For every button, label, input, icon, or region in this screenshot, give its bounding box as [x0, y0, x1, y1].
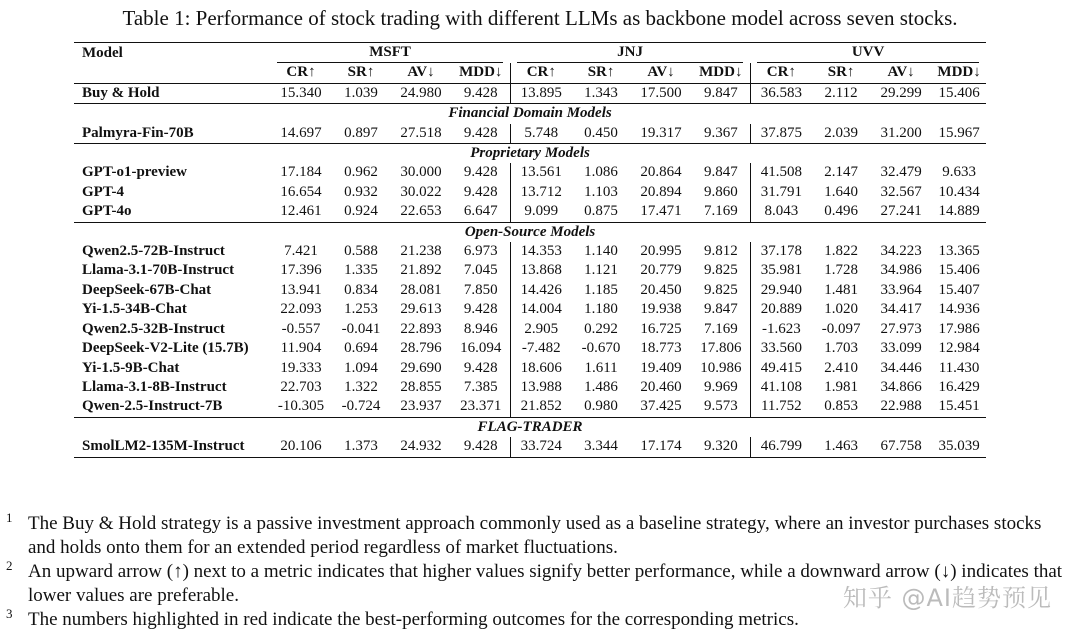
value-cell: 24.932: [390, 437, 452, 457]
value-cell: 1.140: [584, 243, 618, 260]
value-cell: 14.353: [510, 242, 572, 261]
stock-header-jnj: JNJ: [510, 43, 750, 64]
value-cell: 9.812: [703, 243, 738, 260]
value-cell: 2.410: [824, 359, 858, 376]
value-cell: 14.426: [510, 281, 572, 300]
value-cell: 15.340: [270, 83, 332, 103]
value-cell: 1.611: [584, 359, 618, 376]
value-cell: 31.200: [880, 124, 922, 141]
value-cell: 1.703: [824, 340, 858, 357]
results-table-body: [74, 83, 986, 457]
value-cell: 16.725: [640, 320, 682, 337]
value-cell: 33.724: [510, 437, 572, 457]
value-cell: 0.853: [824, 398, 858, 415]
value-cell: 9.847: [703, 301, 738, 318]
value-cell: 7.169: [703, 203, 738, 220]
empty-header-cell: [74, 63, 270, 83]
value-cell: 28.796: [400, 340, 442, 357]
metric-header: CR↑: [750, 63, 812, 83]
value-cell: 1.486: [584, 378, 618, 395]
value-cell: 22.988: [880, 398, 922, 415]
value-cell: 1.094: [344, 359, 378, 376]
table-row: [74, 300, 986, 319]
value-cell: 49.415: [750, 359, 812, 378]
value-cell: 6.973: [463, 243, 498, 260]
value-cell: 13.941: [280, 281, 322, 298]
value-cell: 7.421: [284, 243, 318, 260]
value-cell: 34.986: [880, 262, 922, 279]
value-cell: 12.984: [938, 340, 980, 357]
footnote-text: The Buy & Hold strategy is a passive investment approach commonly used as a baseline strategy, where an investor purchases stocks and holds onto them for an extended period regardless of market fluctuations.: [28, 513, 1042, 558]
metric-header: MDD↓: [459, 64, 503, 81]
value-cell: 7.850: [463, 281, 498, 298]
value-cell: 20.889: [750, 300, 812, 319]
model-name-cell: Buy & Hold: [74, 83, 270, 103]
table-row: [74, 202, 986, 222]
table-row: [74, 359, 986, 378]
watermark: 知乎 @AI趋势预见: [842, 584, 1052, 612]
value-cell: 10.986: [700, 359, 742, 376]
value-cell: 36.583: [750, 83, 812, 103]
value-cell: 29.940: [750, 281, 812, 300]
value-cell: 0.292: [584, 320, 618, 337]
value-cell: 5.748: [510, 124, 572, 144]
value-cell: 1.039: [332, 83, 390, 103]
section-header-row: [74, 417, 986, 437]
value-cell: 9.367: [703, 124, 738, 141]
value-cell: 22.893: [400, 320, 442, 337]
value-cell: 9.847: [692, 83, 750, 103]
value-cell: 1.121: [584, 262, 618, 279]
metric-header: CR↑: [510, 63, 572, 83]
value-cell: 16.429: [938, 378, 980, 395]
value-cell: 0.450: [584, 124, 618, 141]
model-name-cell: Yi-1.5-34B-Chat: [82, 301, 187, 318]
value-cell: 0.875: [584, 203, 618, 220]
value-cell: 8.043: [750, 202, 812, 222]
value-cell: 41.108: [750, 378, 812, 397]
value-cell: 1.335: [344, 262, 378, 279]
value-cell: 1.086: [584, 164, 618, 181]
value-cell: 27.518: [400, 124, 442, 141]
results-table: [74, 42, 986, 458]
value-cell: 0.694: [344, 340, 378, 357]
value-cell: 9.860: [703, 183, 738, 200]
model-column-header: Model: [74, 43, 270, 64]
value-cell: 17.396: [280, 262, 322, 279]
value-cell: 1.343: [572, 83, 630, 103]
stock-header-msft: MSFT: [270, 43, 510, 64]
value-cell: 1.728: [824, 262, 858, 279]
value-cell: 22.653: [400, 203, 442, 220]
value-cell: 28.081: [400, 281, 442, 298]
model-name-cell: Yi-1.5-9B-Chat: [82, 359, 180, 376]
value-cell: 18.606: [510, 359, 572, 378]
value-cell: 1.463: [812, 437, 870, 457]
value-cell: 0.496: [824, 203, 858, 220]
value-cell: 30.000: [400, 164, 442, 181]
value-cell: 30.022: [400, 183, 442, 200]
value-cell: 9.428: [463, 301, 498, 318]
value-cell: 31.791: [750, 183, 812, 202]
value-cell: 21.852: [510, 397, 572, 417]
stock-header-row: [74, 43, 986, 64]
value-cell: 13.895: [510, 83, 572, 103]
value-cell: 13.868: [510, 261, 572, 280]
value-cell: 6.647: [463, 203, 498, 220]
value-cell: 3.344: [572, 437, 630, 457]
value-cell: 34.446: [880, 359, 922, 376]
value-cell: 34.223: [880, 243, 922, 260]
value-cell: 0.980: [584, 398, 618, 415]
value-cell: 13.365: [938, 243, 980, 260]
value-cell: 2.039: [824, 124, 858, 141]
value-cell: 27.973: [880, 320, 922, 337]
value-cell: 15.406: [938, 262, 980, 279]
value-cell: 9.320: [692, 437, 750, 457]
table-row: [74, 83, 986, 103]
value-cell: 41.508: [750, 163, 812, 182]
value-cell: 15.407: [938, 281, 980, 298]
value-cell: -0.041: [341, 320, 381, 337]
metric-header: MDD↓: [699, 64, 743, 81]
value-cell: 15.451: [938, 398, 980, 415]
value-cell: 20.779: [640, 262, 682, 279]
value-cell: 19.333: [280, 359, 322, 376]
value-cell: -7.482: [510, 339, 572, 358]
value-cell: 22.703: [280, 378, 322, 395]
metric-header: SR↑: [587, 64, 615, 81]
value-cell: 20.864: [640, 164, 682, 181]
value-cell: 13.988: [510, 378, 572, 397]
value-cell: 12.461: [280, 203, 322, 220]
value-cell: 0.962: [344, 164, 378, 181]
model-name-cell: Qwen-2.5-Instruct-7B: [82, 398, 223, 415]
value-cell: 7.169: [703, 320, 738, 337]
value-cell: 17.806: [700, 340, 742, 357]
table-row: [74, 124, 986, 144]
value-cell: 15.406: [932, 83, 986, 103]
value-cell: 23.371: [460, 398, 502, 415]
metric-header: CR↑: [286, 64, 316, 81]
section-header-row: [74, 222, 986, 242]
footnote: [6, 512, 1066, 560]
value-cell: 32.567: [880, 183, 922, 200]
value-cell: -0.724: [341, 398, 381, 415]
table-row: [74, 339, 986, 358]
value-cell: 23.937: [400, 398, 442, 415]
table-row: [74, 163, 986, 182]
model-name-cell: GPT-4: [82, 183, 124, 200]
model-name-cell: Palmyra-Fin-70B: [82, 124, 194, 141]
value-cell: 19.317: [640, 124, 682, 141]
value-cell: 7.045: [463, 262, 498, 279]
metric-header-row: [74, 63, 986, 83]
table-row: [74, 261, 986, 280]
table-row: [74, 242, 986, 261]
model-name-cell: DeepSeek-67B-Chat: [82, 281, 212, 298]
value-cell: 0.834: [344, 281, 378, 298]
value-cell: 17.986: [938, 320, 980, 337]
value-cell: 21.238: [400, 243, 442, 260]
metric-header: AV↓: [407, 64, 435, 81]
value-cell: 1.322: [344, 378, 378, 395]
value-cell: 20.460: [640, 378, 682, 395]
section-title: Financial Domain Models: [74, 104, 986, 124]
metric-header: SR↑: [347, 64, 375, 81]
value-cell: 0.897: [344, 124, 378, 141]
value-cell: -0.670: [581, 340, 621, 357]
value-cell: 1.822: [824, 243, 858, 260]
footnote-mark: 2: [6, 558, 13, 573]
value-cell: 9.633: [942, 164, 976, 181]
metric-header: AV↓: [887, 64, 915, 81]
model-name-cell: GPT-o1-preview: [82, 164, 187, 181]
value-cell: 1.981: [824, 378, 858, 395]
value-cell: 2.905: [510, 320, 572, 339]
value-cell: 1.185: [584, 281, 618, 298]
model-name-cell: Llama-3.1-70B-Instruct: [82, 262, 235, 279]
value-cell: 16.654: [280, 183, 322, 200]
table-caption: Table 1: Performance of stock trading with different LLMs as backbone model across seven stocks.: [122, 6, 958, 30]
metric-header: SR↑: [827, 64, 855, 81]
model-name-cell: Llama-3.1-8B-Instruct: [82, 378, 227, 395]
value-cell: 11.752: [750, 397, 812, 417]
section-header-row: [74, 104, 986, 124]
value-cell: 20.450: [640, 281, 682, 298]
footnote-mark: 1: [6, 510, 13, 525]
value-cell: 9.428: [463, 124, 498, 141]
footnotes: [6, 512, 1066, 632]
value-cell: 9.573: [703, 398, 738, 415]
table-row: [74, 397, 986, 417]
value-cell: 17.184: [280, 164, 322, 181]
value-cell: 22.093: [280, 301, 322, 318]
section-title: FLAG-TRADER: [74, 417, 986, 437]
value-cell: 9.428: [463, 183, 498, 200]
value-cell: 14.697: [280, 124, 322, 141]
stock-header-uvv: UVV: [750, 43, 986, 64]
table-row: [74, 437, 986, 457]
value-cell: 37.178: [750, 242, 812, 261]
value-cell: -1.623: [750, 320, 812, 339]
model-name-cell: Qwen2.5-32B-Instruct: [82, 320, 225, 337]
table-row: [74, 281, 986, 300]
value-cell: 13.561: [510, 163, 572, 182]
table-row: [74, 320, 986, 339]
value-cell: 16.094: [460, 340, 502, 357]
value-cell: 1.103: [584, 183, 618, 200]
value-cell: -10.305: [277, 398, 325, 415]
value-cell: 20.106: [270, 437, 332, 457]
value-cell: 9.428: [452, 83, 510, 103]
value-cell: 17.471: [640, 203, 682, 220]
metric-header: MDD↓: [937, 64, 981, 81]
value-cell: 19.938: [640, 301, 682, 318]
value-cell: 33.964: [880, 281, 922, 298]
value-cell: 35.981: [750, 261, 812, 280]
value-cell: 1.481: [824, 281, 858, 298]
value-cell: 18.773: [640, 340, 682, 357]
footnote-text: The numbers highlighted in red indicate the best-performing outcomes for the corresponding metrics.: [28, 609, 799, 630]
value-cell: 11.904: [280, 340, 322, 357]
value-cell: 1.640: [824, 183, 858, 200]
section-title: Proprietary Models: [74, 144, 986, 164]
value-cell: 11.430: [938, 359, 980, 376]
model-name-cell: GPT-4o: [82, 203, 132, 220]
value-cell: 46.799: [750, 437, 812, 457]
value-cell: 9.428: [463, 164, 498, 181]
value-cell: -0.097: [821, 320, 861, 337]
value-cell: 21.892: [400, 262, 442, 279]
value-cell: 67.758: [870, 437, 932, 457]
value-cell: 37.425: [640, 398, 682, 415]
value-cell: 2.112: [812, 83, 870, 103]
value-cell: 34.417: [880, 301, 922, 318]
value-cell: 13.712: [510, 183, 572, 202]
value-cell: 14.936: [938, 301, 980, 318]
value-cell: 0.588: [344, 243, 378, 260]
value-cell: 7.385: [463, 378, 498, 395]
value-cell: -0.557: [281, 320, 321, 337]
value-cell: 34.866: [880, 378, 922, 395]
value-cell: 1.180: [584, 301, 618, 318]
value-cell: 19.409: [640, 359, 682, 376]
value-cell: 33.099: [880, 340, 922, 357]
footnote-mark: 3: [6, 606, 13, 621]
table-row: [74, 183, 986, 202]
value-cell: 9.847: [703, 164, 738, 181]
value-cell: 20.995: [640, 243, 682, 260]
value-cell: 9.099: [510, 202, 572, 222]
table-row: [74, 378, 986, 397]
value-cell: 35.039: [932, 437, 986, 457]
value-cell: 28.855: [400, 378, 442, 395]
value-cell: 9.825: [703, 281, 738, 298]
value-cell: 15.967: [938, 124, 980, 141]
value-cell: 8.946: [463, 320, 498, 337]
value-cell: 2.147: [824, 164, 858, 181]
value-cell: 37.875: [750, 124, 812, 144]
value-cell: 0.924: [344, 203, 378, 220]
value-cell: 29.613: [400, 301, 442, 318]
value-cell: 14.889: [938, 203, 980, 220]
value-cell: 9.825: [703, 262, 738, 279]
footnote-text: An upward arrow (↑) next to a metric indicates that higher values signify better performance, while a downward arrow (↓) indicates that lower values are preferable.: [28, 561, 1063, 606]
section-title: Open-Source Models: [74, 222, 986, 242]
value-cell: 29.690: [400, 359, 442, 376]
model-name-cell: DeepSeek-V2-Lite (15.7B): [82, 340, 249, 357]
value-cell: 14.004: [510, 300, 572, 319]
value-cell: 17.500: [630, 83, 692, 103]
metric-header: AV↓: [647, 64, 675, 81]
section-header-row: [74, 144, 986, 164]
value-cell: 1.020: [824, 301, 858, 318]
value-cell: 27.241: [880, 203, 922, 220]
value-cell: 29.299: [870, 83, 932, 103]
model-name-cell: SmolLM2-135M-Instruct: [74, 437, 270, 457]
value-cell: 0.932: [344, 183, 378, 200]
value-cell: 33.560: [750, 339, 812, 358]
value-cell: 9.428: [463, 359, 498, 376]
value-cell: 17.174: [630, 437, 692, 457]
value-cell: 24.980: [390, 83, 452, 103]
value-cell: 1.253: [344, 301, 378, 318]
value-cell: 9.969: [703, 378, 738, 395]
value-cell: 9.428: [452, 437, 510, 457]
value-cell: 32.479: [880, 164, 922, 181]
value-cell: 1.373: [332, 437, 390, 457]
value-cell: 10.434: [938, 183, 980, 200]
model-name-cell: Qwen2.5-72B-Instruct: [82, 243, 225, 260]
value-cell: 20.894: [640, 183, 682, 200]
